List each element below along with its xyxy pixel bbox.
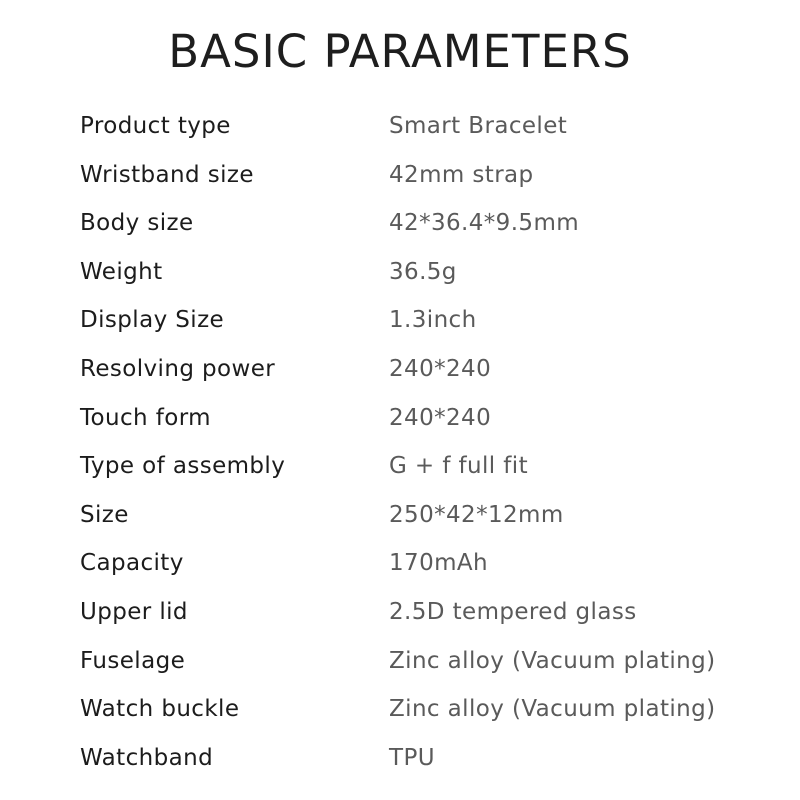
table-row	[0, 151, 800, 200]
param-label: Touch form	[80, 404, 211, 431]
page-title: BASIC PARAMETERS	[168, 25, 632, 78]
param-label: Size	[80, 501, 129, 528]
param-value: Zinc alloy (Vacuum plating)	[389, 696, 716, 723]
table-row	[0, 637, 800, 686]
table-row	[0, 442, 800, 491]
table-row	[0, 394, 800, 443]
param-label: Upper lid	[80, 598, 188, 625]
param-label: Watchband	[80, 744, 214, 771]
param-label: Weight	[80, 258, 163, 285]
table-row	[0, 345, 800, 394]
param-value: 170mAh	[389, 550, 489, 577]
param-label: Body size	[80, 210, 194, 237]
param-label: Product type	[80, 113, 231, 139]
table-row	[0, 588, 800, 637]
table-row	[0, 734, 800, 783]
table-row	[0, 491, 800, 540]
table-row	[0, 199, 800, 248]
table-row	[0, 539, 800, 588]
param-value: 36.5g	[389, 258, 457, 285]
param-label: Fuselage	[80, 647, 186, 674]
param-value: Smart Bracelet	[389, 113, 568, 139]
param-label: Type of assembly	[80, 453, 286, 480]
param-label: Resolving power	[80, 355, 276, 382]
table-row	[0, 296, 800, 345]
param-value: 2.5D tempered glass	[389, 598, 637, 625]
param-value: G + f full fit	[389, 453, 528, 480]
param-value: TPU	[389, 744, 435, 771]
param-label: Wristband size	[80, 161, 254, 188]
param-value: 1.3inch	[389, 307, 477, 334]
param-value: 250*42*12mm	[389, 501, 564, 528]
param-label: Capacity	[80, 550, 184, 577]
param-label: Display Size	[80, 307, 225, 334]
param-value: 240*240	[389, 404, 492, 431]
param-value: Zinc alloy (Vacuum plating)	[389, 647, 716, 674]
parameters-table	[0, 102, 800, 782]
param-value: 42mm strap	[389, 161, 534, 188]
table-row	[0, 248, 800, 297]
param-value: 42*36.4*9.5mm	[389, 210, 580, 237]
param-value: 240*240	[389, 355, 492, 382]
table-row	[0, 685, 800, 734]
table-row	[0, 102, 800, 151]
param-label: Watch buckle	[80, 696, 240, 723]
